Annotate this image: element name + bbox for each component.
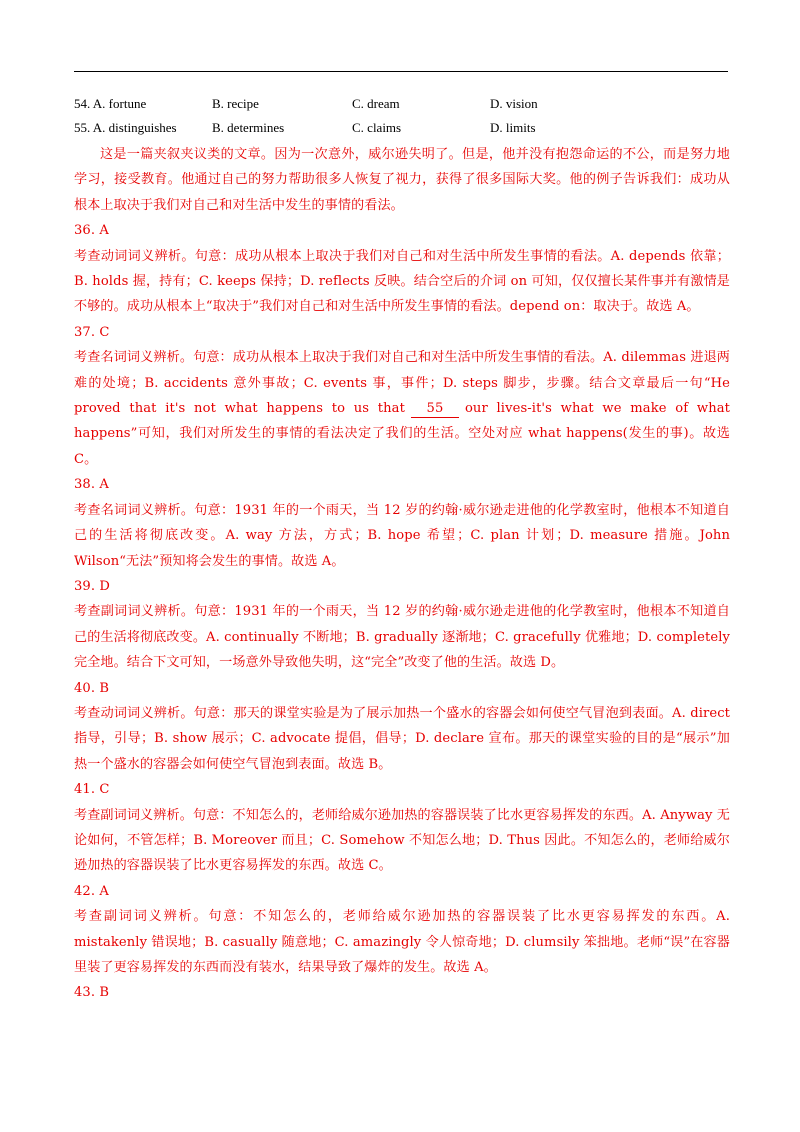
answer-label-40: 40. B — [74, 680, 110, 696]
question-55: 55. A. distinguishes — [74, 120, 177, 135]
answer-explanation-37: 考查名词词义辨析。句意：成功从根本上取决于我们对自己和对生活中所发生事情的看法。A. dilemmas 进退两难的处境；B. accidents 意外事故；C. events 事，事件；D. steps 脚步，步骤。结合文章最后一句“He proved that it's not what happens to us that 55 our lives-it's what we make of what happens”可知，我们对所发生的事情的看法决定了我们的生活。空处对应 what happens(发生的事)。故选 C。 — [74, 350, 731, 467]
option-d: D. vision — [490, 96, 538, 111]
answer-explanations — [74, 142, 730, 1006]
header-rule — [74, 71, 728, 72]
answer-explanation-39: 考查副词词义辨析。句意：1931 年的一个雨天，当 12 岁的约翰·威尔逊走进他的化学教室时，他根本不知道自己的生活将彻底改变。A. continually 不断地；B. gradually 逐渐地；C. gracefully 优雅地；D. completely 完全地。结合下文可知，一场意外导致他失明，这“完全”改变了他的生活。故选 D。 — [74, 604, 730, 671]
blank-55: 55 — [411, 401, 459, 418]
question-54: 54. A. fortune — [74, 96, 147, 111]
answer-label-43: 43. B — [74, 985, 110, 1001]
option-c: C. claims — [352, 120, 402, 135]
passage-summary: 这是一篇夹叙夹议类的文章。因为一次意外，威尔逊失明了。但是，他并没有抱怨命运的不公，而是努力地学习，接受教育。他通过自己的努力帮助很多人恢复了视力，获得了很多国际大奖。他的例子告诉我们：成功从根本上取决于我们对自己和对生活中发生的事情的看法。 — [74, 147, 730, 213]
answer-label-41: 41. C — [74, 782, 110, 798]
option-row-55 — [74, 120, 734, 144]
answer-label-37: 37. C — [74, 324, 110, 340]
answer-explanation-42: 考查副词词义辨析。句意：不知怎么的，老师给威尔逊加热的容器误装了比水更容易挥发的东西。A. mistakenly 错误地；B. casually 随意地；C. amazingly 令人惊奇地；D. clumsily 笨拙地。老师“误”在容器里装了更容易挥发的东西而没有装水，结果导致了爆炸的发生。故选 A。 — [74, 909, 730, 975]
option-row-54 — [74, 96, 734, 120]
answer-label-42: 42. A — [74, 883, 109, 899]
answer-label-38: 38. A — [74, 477, 109, 493]
answer-explanation-40: 考查动词词义辨析。句意：那天的课堂实验是为了展示加热一个盛水的容器会如何使空气冒泡到表面。A. direct 指导，引导；B. show 展示；C. advocate 提倡，倡导；D. declare 宣布。那天的课堂实验的目的是“展示”加热一个盛水的容器会如何使空气冒泡到表面。故选 B。 — [74, 705, 730, 772]
answer-explanation-36: 考查动词词义辨析。句意：成功从根本上取决于我们对自己和对生活中所发生事情的看法。A. depends 依靠；B. holds 握，持有；C. keeps 保持；D. reflects 反映。结合空后的介词 on 可知，仅仅擅长某件事并有激情是不够的。成功从根本上“取决于”我们对自己和对生活中所发生事情的看法。depend on：取决于。故选 A。 — [74, 248, 730, 315]
option-d: D. limits — [490, 120, 536, 135]
answer-explanation-38: 考查名词词义辨析。句意：1931 年的一个雨天，当 12 岁的约翰·威尔逊走进他的化学教室时，他根本不知道自己的生活将彻底改变。A. way 方法，方式；B. hope 希望；C. plan 计划；D. measure 措施。John Wilson“无法”预知将会发生的事情。故选 A。 — [74, 502, 730, 569]
answer-explanation-41: 考查副词词义辨析。句意：不知怎么的，老师给威尔逊加热的容器误装了比水更容易挥发的东西。A. Anyway 无论如何，不管怎样；B. Moreover 而且；C. Somehow 不知怎么地；D. Thus 因此。不知怎么的，老师给威尔逊加热的容器误装了比水更容易挥发的东西。故选 C。 — [74, 807, 730, 874]
answer-label-36: 36. A — [74, 223, 109, 239]
option-c: C. dream — [352, 96, 400, 111]
answer-label-39: 39. D — [74, 578, 110, 594]
option-b: B. recipe — [212, 96, 259, 111]
option-b: B. determines — [212, 120, 285, 135]
